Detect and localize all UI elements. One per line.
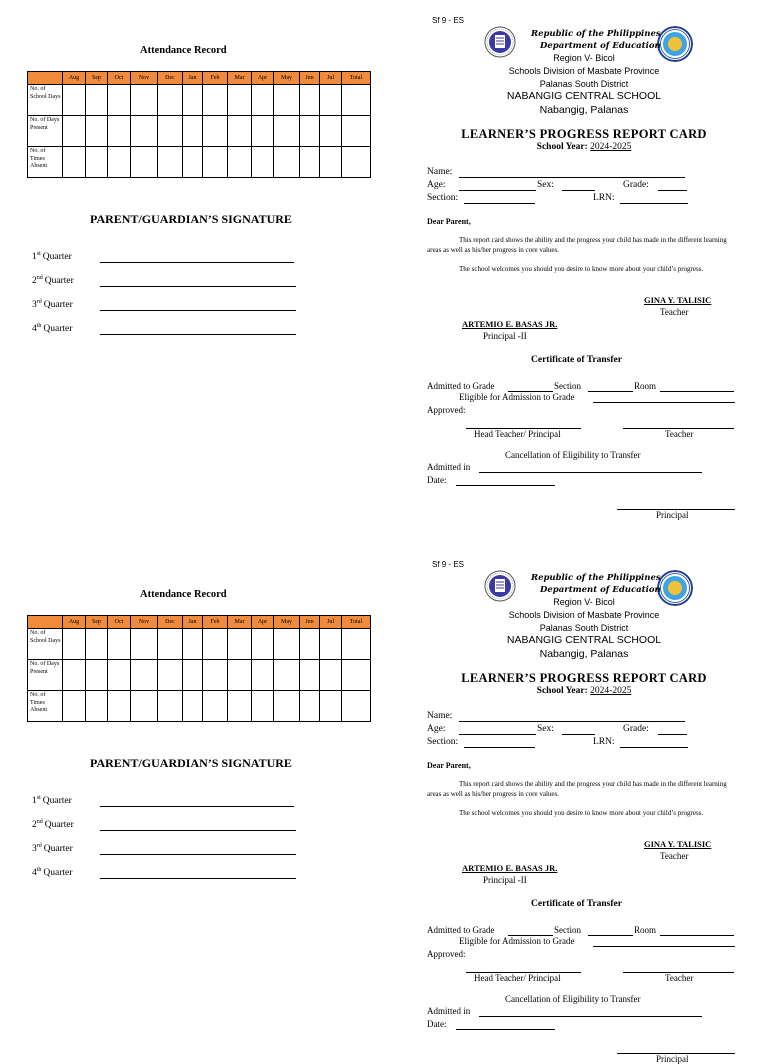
lrn-field[interactable] (620, 203, 688, 204)
attendance-cell[interactable] (252, 85, 274, 116)
attendance-cell[interactable] (320, 691, 342, 722)
quarter-word: Quarter (44, 820, 74, 831)
attendance-cell[interactable] (320, 629, 342, 660)
attendance-cell[interactable] (108, 691, 131, 722)
month-header: Jan (183, 72, 203, 85)
attendance-cell[interactable] (203, 85, 228, 116)
month-header: Mar (228, 616, 252, 629)
attendance-row-label: No. of School Days (28, 629, 63, 660)
quarter-word: Quarter (42, 252, 72, 263)
republic-text: Republic of the Philippines (531, 573, 661, 583)
quarter-word: Quarter (43, 300, 73, 311)
attendance-cell[interactable] (252, 629, 274, 660)
attendance-cell[interactable] (228, 116, 252, 147)
attendance-cell[interactable] (274, 629, 300, 660)
sex-label: Sex: (537, 724, 554, 734)
attendance-cell[interactable] (86, 116, 108, 147)
quarter-number: 2 (32, 276, 37, 287)
attendance-row-label: No. of School Days (28, 85, 63, 116)
school-year-value: 2024-2025 (590, 686, 632, 696)
attendance-cell[interactable] (320, 660, 342, 691)
quarter-signature-line[interactable] (100, 262, 294, 263)
attendance-cell[interactable] (183, 660, 203, 691)
attendance-row-label: No. of Times Absent (28, 691, 63, 722)
quarter-suffix: th (36, 867, 42, 873)
attendance-table (27, 71, 371, 178)
month-header: Oct (108, 616, 131, 629)
eligible-label: Eligible for Admission to Grade (459, 936, 575, 946)
quarter-signature-line[interactable] (100, 878, 296, 879)
attendance-cell[interactable] (228, 147, 252, 178)
month-header: Feb (203, 616, 228, 629)
grade-label: Grade: (623, 724, 649, 734)
attendance-cell[interactable] (158, 691, 183, 722)
month-header: Jul (320, 72, 342, 85)
attendance-row-label: No. of Days Present (28, 116, 63, 147)
attendance-cell[interactable] (203, 691, 228, 722)
attendance-cell[interactable] (86, 85, 108, 116)
quarter-label (32, 323, 72, 334)
attendance-cell[interactable] (158, 660, 183, 691)
attendance-cell[interactable] (203, 629, 228, 660)
attendance-cell[interactable] (252, 116, 274, 147)
eligible-field[interactable] (593, 402, 735, 403)
attendance-cell[interactable] (300, 691, 320, 722)
room-field[interactable] (660, 935, 734, 936)
month-header: Oct (108, 72, 131, 85)
sex-field[interactable] (562, 190, 595, 191)
quarter-label (32, 843, 73, 854)
attendance-cell[interactable] (320, 147, 342, 178)
quarter-signature-line[interactable] (100, 806, 294, 807)
quarter-suffix: nd (36, 819, 43, 825)
form-code: Sf 9 - ES (432, 560, 465, 569)
attendance-row (28, 85, 371, 116)
quarter-suffix: st (36, 251, 41, 257)
quarter-suffix: rd (36, 843, 42, 849)
quarter-label (32, 251, 72, 262)
letter-paragraph-1: This report card shows the ability and the progress your child has made in the different learning areas as well as his/her progress in core values. (427, 236, 727, 254)
attendance-cell[interactable] (274, 116, 300, 147)
school-name: NABANGIG CENTRAL SCHOOL (506, 90, 662, 102)
signature-title: PARENT/GUARDIAN’S SIGNATURE (90, 756, 292, 770)
age-label: Age: (427, 724, 446, 734)
attendance-table (27, 615, 371, 722)
month-header: May (274, 616, 300, 629)
attendance-cell[interactable] (274, 660, 300, 691)
attendance-cell[interactable] (320, 85, 342, 116)
district-text: Palanas South District (539, 79, 629, 89)
school-year (434, 686, 734, 696)
attendance-cell[interactable] (108, 660, 131, 691)
quarter-suffix: st (36, 795, 41, 801)
age-field[interactable] (459, 734, 536, 735)
attendance-cell[interactable] (274, 147, 300, 178)
month-header: Total (342, 616, 371, 629)
approved-label: Approved: (427, 949, 466, 959)
approved-label: Approved: (427, 405, 466, 415)
report-card-title: LEARNER’S PROGRESS REPORT CARD (461, 127, 707, 141)
month-header: Jul (320, 616, 342, 629)
grade-field[interactable] (658, 190, 687, 191)
attendance-cell[interactable] (63, 629, 86, 660)
attendance-cell[interactable] (228, 629, 252, 660)
attendance-cell[interactable] (342, 85, 371, 116)
sex-label: Sex: (537, 180, 554, 190)
report-card-title: LEARNER’S PROGRESS REPORT CARD (461, 671, 707, 685)
head-teacher-label: Head Teacher/ Principal (474, 429, 561, 439)
admitted-in-label: Admitted in (427, 462, 471, 472)
eligible-label: Eligible for Admission to Grade (459, 392, 575, 402)
school-year-value: 2024-2025 (590, 142, 632, 152)
section-label: Section: (427, 737, 459, 747)
quarter-number: 3 (32, 844, 37, 855)
attendance-cell[interactable] (131, 691, 158, 722)
corner-cell (28, 616, 63, 629)
attendance-cell[interactable] (158, 629, 183, 660)
quarter-number: 4 (32, 324, 37, 335)
attendance-cell[interactable] (86, 660, 108, 691)
attendance-cell[interactable] (131, 629, 158, 660)
month-header: Apr (252, 616, 274, 629)
attendance-cell[interactable] (131, 116, 158, 147)
attendance-cell[interactable] (203, 147, 228, 178)
teacher-name: GINA Y. TALISIC (644, 839, 712, 849)
room-label: Room (634, 925, 657, 935)
room-field[interactable] (660, 391, 734, 392)
attendance-cell[interactable] (228, 85, 252, 116)
attendance-cell[interactable] (203, 116, 228, 147)
attendance-row (28, 691, 371, 722)
quarter-word: Quarter (43, 844, 73, 855)
quarter-number: 1 (32, 252, 37, 263)
form-code: Sf 9 - ES (432, 16, 465, 25)
month-header: Mar (228, 72, 252, 85)
attendance-cell[interactable] (300, 147, 320, 178)
teacher-title: Teacher (660, 851, 689, 861)
division-text: Schools Division of Masbate Province (508, 66, 660, 76)
admitted-in-label: Admitted in (427, 1006, 471, 1016)
attendance-cell[interactable] (300, 85, 320, 116)
grade-field[interactable] (658, 734, 687, 735)
attendance-title: Attendance Record (140, 589, 227, 600)
quarter-suffix: nd (36, 275, 43, 281)
attendance-cell[interactable] (342, 691, 371, 722)
admitted-in-field[interactable] (479, 472, 702, 473)
school-name: NABANGIG CENTRAL SCHOOL (506, 634, 662, 646)
month-header: Aug (63, 616, 86, 629)
attendance-cell[interactable] (183, 147, 203, 178)
admitted-grade-label: Admitted to Grade (427, 381, 495, 391)
quarter-word: Quarter (43, 868, 73, 879)
month-header: Aug (63, 72, 86, 85)
month-header: Dec (158, 72, 183, 85)
date-field[interactable] (456, 1029, 555, 1030)
report-card-page (0, 0, 768, 520)
attendance-row (28, 116, 371, 147)
grade-label: Grade: (623, 180, 649, 190)
quarter-number: 1 (32, 796, 37, 807)
month-header: Dec (158, 616, 183, 629)
quarter-signature-line[interactable] (100, 854, 296, 855)
attendance-cell[interactable] (158, 85, 183, 116)
attendance-cell[interactable] (228, 660, 252, 691)
name-label: Name: (427, 167, 453, 177)
sex-field[interactable] (562, 734, 595, 735)
attendance-cell[interactable] (183, 116, 203, 147)
attendance-cell[interactable] (86, 691, 108, 722)
school-year (434, 142, 734, 152)
teacher-label: Teacher (665, 973, 694, 983)
certificate-title: Certificate of Transfer (531, 355, 622, 365)
attendance-row (28, 629, 371, 660)
attendance-cell[interactable] (274, 691, 300, 722)
certificate-title: Certificate of Transfer (531, 899, 622, 909)
corner-cell (28, 72, 63, 85)
age-label: Age: (427, 180, 446, 190)
teacher-name: GINA Y. TALISIC (644, 295, 712, 305)
lrn-label: LRN: (593, 737, 615, 747)
attendance-cell[interactable] (131, 147, 158, 178)
region-text: Region V- Bicol (553, 53, 615, 63)
month-header: Nov (131, 616, 158, 629)
cancellation-title: Cancellation of Eligibility to Transfer (505, 994, 641, 1004)
age-field[interactable] (459, 190, 536, 191)
section-transfer-label: Section (554, 925, 581, 935)
attendance-cell[interactable] (342, 147, 371, 178)
quarter-number: 4 (32, 868, 37, 879)
department-text: Department of Education (540, 585, 661, 595)
attendance-cell[interactable] (300, 629, 320, 660)
attendance-cell[interactable] (108, 85, 131, 116)
quarter-word: Quarter (43, 324, 73, 335)
quarter-signature-line[interactable] (100, 334, 296, 335)
teacher-label: Teacher (665, 429, 694, 439)
month-header: Apr (252, 72, 274, 85)
dear-parent: Dear Parent, (427, 761, 471, 770)
attendance-cell[interactable] (158, 116, 183, 147)
attendance-cell[interactable] (63, 660, 86, 691)
date-field[interactable] (456, 485, 555, 486)
eligible-field[interactable] (593, 946, 735, 947)
dear-parent: Dear Parent, (427, 217, 471, 226)
attendance-cell[interactable] (63, 691, 86, 722)
report-card-page (0, 544, 768, 1064)
attendance-cell[interactable] (63, 85, 86, 116)
attendance-cell[interactable] (131, 85, 158, 116)
name-label: Name: (427, 711, 453, 721)
school-year-label: School Year: (536, 142, 588, 152)
attendance-cell[interactable] (274, 85, 300, 116)
letter-paragraph-2: The school welcomes you should you desire to know more about your child’s progress. (459, 809, 704, 817)
principal-label: Principal (656, 1054, 689, 1064)
cancellation-title: Cancellation of Eligibility to Transfer (505, 450, 641, 460)
month-header: Sep (86, 616, 108, 629)
section-field[interactable] (464, 747, 535, 748)
attendance-cell[interactable] (228, 691, 252, 722)
name-field[interactable] (459, 177, 685, 178)
section-transfer-field[interactable] (588, 935, 633, 936)
month-header: Nov (131, 72, 158, 85)
district-text: Palanas South District (539, 623, 629, 633)
attendance-cell[interactable] (342, 629, 371, 660)
attendance-row (28, 147, 371, 178)
lrn-field[interactable] (620, 747, 688, 748)
signature-title: PARENT/GUARDIAN’S SIGNATURE (90, 212, 292, 226)
quarter-label (32, 819, 74, 830)
section-label: Section: (427, 193, 459, 203)
attendance-cell[interactable] (183, 691, 203, 722)
quarter-label (32, 867, 72, 878)
quarter-signature-line[interactable] (100, 310, 296, 311)
attendance-cell[interactable] (86, 629, 108, 660)
quarter-label (32, 275, 74, 286)
month-header: Sep (86, 72, 108, 85)
principal-title: Principal -II (483, 875, 527, 885)
attendance-cell[interactable] (108, 116, 131, 147)
principal-name: ARTEMIO E. BASAS JR. (462, 319, 558, 329)
principal-title: Principal -II (483, 331, 527, 341)
month-header: Jan (183, 616, 203, 629)
school-address: Nabangig, Palanas (539, 104, 629, 116)
teacher-title: Teacher (660, 307, 689, 317)
month-header: Total (342, 72, 371, 85)
attendance-row-label: No. of Days Present (28, 660, 63, 691)
quarter-suffix: th (36, 323, 42, 329)
letter-paragraph-1: This report card shows the ability and the progress your child has made in the different learning areas as well as his/her progress in core values. (427, 780, 727, 798)
section-field[interactable] (464, 203, 535, 204)
date-label: Date: (427, 475, 447, 485)
month-header: Feb (203, 72, 228, 85)
lrn-label: LRN: (593, 193, 615, 203)
principal-label: Principal (656, 510, 689, 520)
school-address: Nabangig, Palanas (539, 648, 629, 660)
attendance-cell[interactable] (108, 629, 131, 660)
quarter-signature-line[interactable] (100, 286, 296, 287)
attendance-row (28, 660, 371, 691)
attendance-cell[interactable] (183, 629, 203, 660)
department-text: Department of Education (540, 41, 661, 51)
attendance-cell[interactable] (86, 147, 108, 178)
attendance-cell[interactable] (131, 660, 158, 691)
quarter-signature-line[interactable] (100, 830, 296, 831)
principal-name: ARTEMIO E. BASAS JR. (462, 863, 558, 873)
attendance-cell[interactable] (252, 147, 274, 178)
section-transfer-field[interactable] (588, 391, 633, 392)
month-header: May (274, 72, 300, 85)
quarter-suffix: rd (36, 299, 42, 305)
division-text: Schools Division of Masbate Province (508, 610, 660, 620)
attendance-cell[interactable] (63, 147, 86, 178)
attendance-cell[interactable] (158, 147, 183, 178)
admitted-in-field[interactable] (479, 1016, 702, 1017)
attendance-cell[interactable] (320, 116, 342, 147)
region-text: Region V- Bicol (553, 597, 615, 607)
name-field[interactable] (459, 721, 685, 722)
admitted-grade-label: Admitted to Grade (427, 925, 495, 935)
attendance-cell[interactable] (300, 116, 320, 147)
quarter-number: 3 (32, 300, 37, 311)
attendance-cell[interactable] (252, 660, 274, 691)
quarter-label (32, 795, 72, 806)
quarter-number: 2 (32, 820, 37, 831)
attendance-cell[interactable] (183, 85, 203, 116)
quarter-word: Quarter (42, 796, 72, 807)
date-label: Date: (427, 1019, 447, 1029)
attendance-cell[interactable] (342, 660, 371, 691)
attendance-cell[interactable] (342, 116, 371, 147)
republic-text: Republic of the Philippines (531, 29, 661, 39)
attendance-cell[interactable] (203, 660, 228, 691)
room-label: Room (634, 381, 657, 391)
school-year-label: School Year: (536, 686, 588, 696)
attendance-title: Attendance Record (140, 45, 227, 56)
quarter-label (32, 299, 73, 310)
quarter-word: Quarter (44, 276, 74, 287)
letter-paragraph-2: The school welcomes you should you desire to know more about your child’s progress. (459, 265, 704, 273)
attendance-cell[interactable] (252, 691, 274, 722)
attendance-row-label: No. of Times Absent (28, 147, 63, 178)
section-transfer-label: Section (554, 381, 581, 391)
attendance-cell[interactable] (63, 116, 86, 147)
month-header: Jun (300, 616, 320, 629)
attendance-cell[interactable] (108, 147, 131, 178)
head-teacher-label: Head Teacher/ Principal (474, 973, 561, 983)
attendance-cell[interactable] (300, 660, 320, 691)
month-header: Jun (300, 72, 320, 85)
